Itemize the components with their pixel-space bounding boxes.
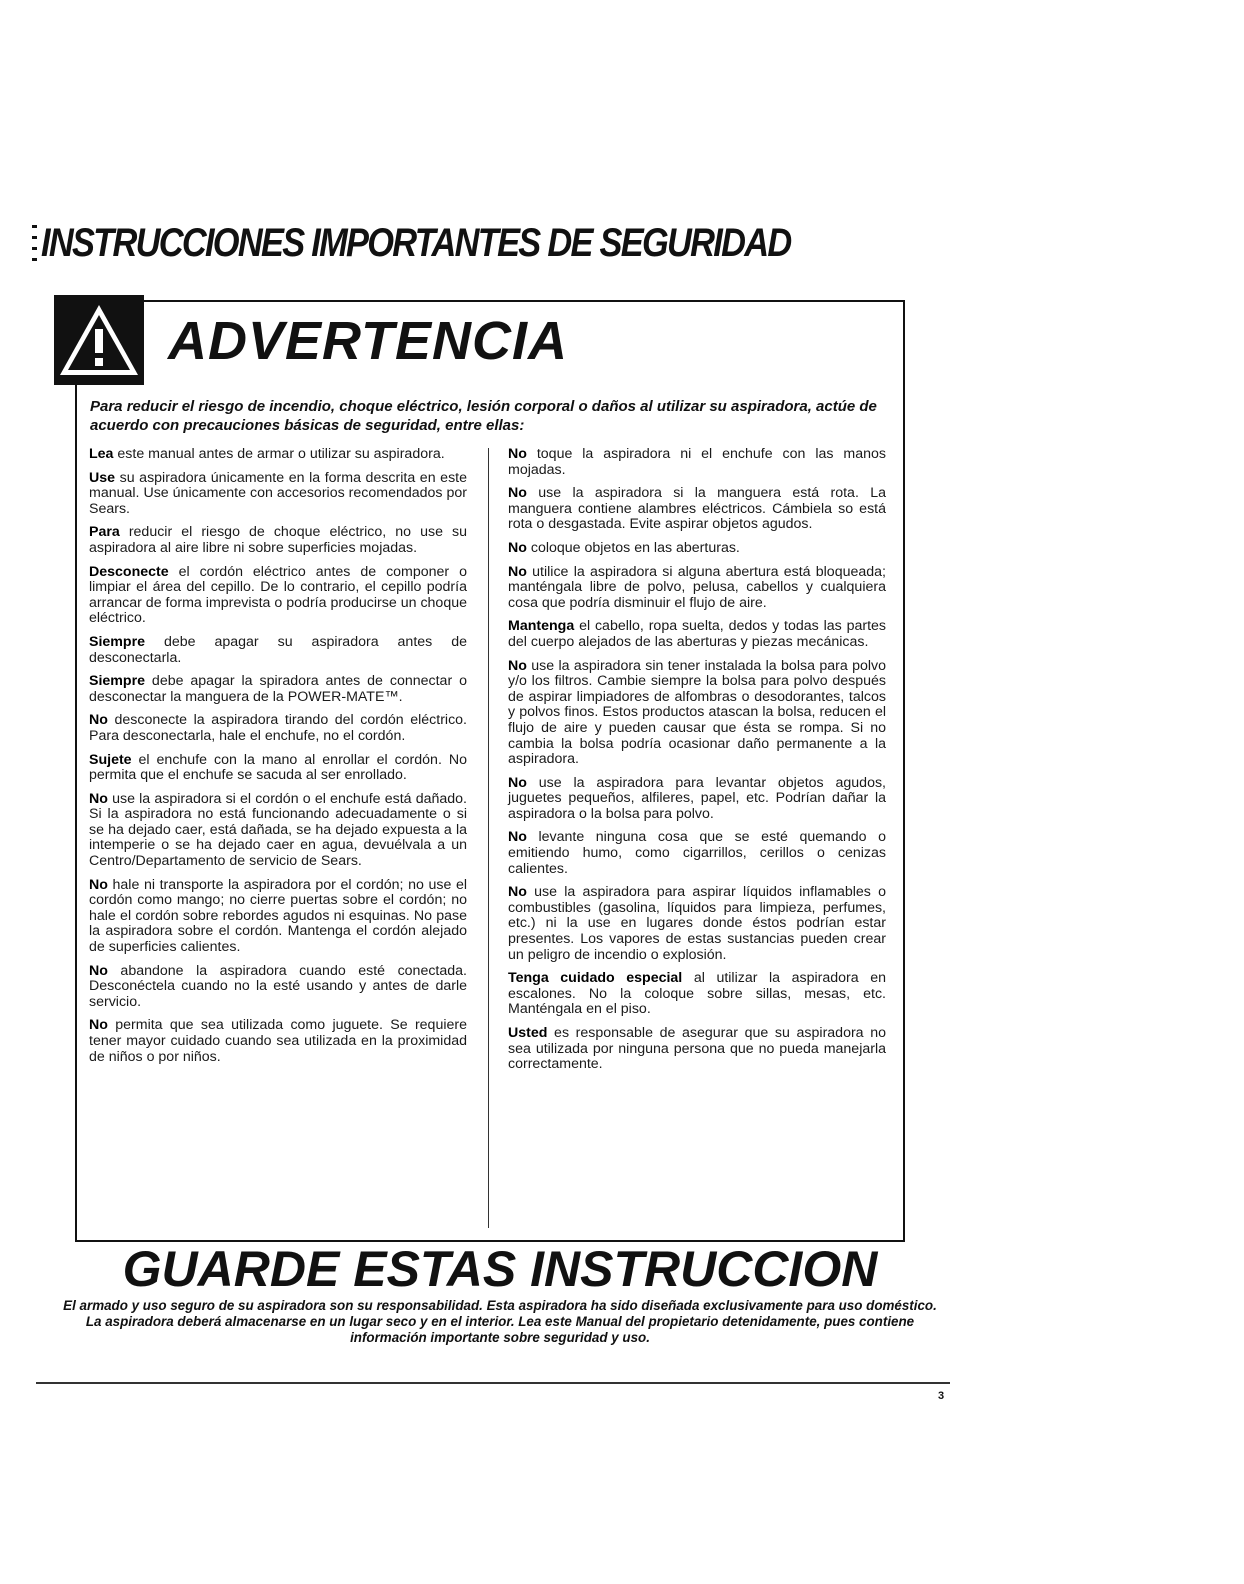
instruction-lead: Tenga cuidado especial <box>508 970 683 987</box>
instruction-lead: No <box>89 876 108 893</box>
footer-rule <box>36 1382 950 1384</box>
instruction-text: levante ninguna cosa que se esté quemando o emitiendo humo, como cigarrillos, cerillos o cenizas calientes. <box>508 829 886 877</box>
instruction-text: el cabello, ropa suelta, dedos y todas las partes del cuerpo alejados de las aberturas y piezas mecánicas. <box>508 618 886 650</box>
safety-instruction <box>89 525 467 556</box>
instruction-text: use la aspiradora si el cordón o el enchufe está dañado. Si la aspiradora no está funcionando adecuadamente o si se ha dejado caer, está dañada, se ha dejado expuesta a la intemperie o se ha dejado caer en agua, devuélvala a un Centro/Departamento de servicio de Sears. <box>89 790 467 870</box>
instruction-lead: Para <box>89 524 120 541</box>
instruction-text: su aspiradora únicamente en la forma descrita en este manual. Use únicamente con accesorios recomendados por Sears. <box>89 469 467 517</box>
safety-instruction <box>508 619 886 650</box>
instruction-text: desconecte la aspiradora tirando del cordón eléctrico. Para desconectarla, hale el enchufe, no el cordón. <box>89 712 467 744</box>
instruction-text: permita que sea utilizada como juguete. Se requiere tener mayor cuidado cuando sea utilizada en la proximidad de niños o por niños. <box>89 1017 467 1065</box>
instruction-text: use la aspiradora para aspirar líquidos inflamables o combustibles (gasolina, líquidos para limpieza, perfumes, etc.) ni la use en lugares donde éstos podrían estar presentes. Los vapores de estas sustancias pueden crear un peligro de incendio o explosión. <box>508 884 886 963</box>
instruction-lead: No <box>508 539 527 556</box>
instruction-text: el cordón eléctrico antes de componer o limpiar el área del cepillo. De lo contrario, el cepillo podría arrancar de forma imprevista o podría producirse un choque eléctrico. <box>89 563 467 627</box>
safety-instruction <box>508 447 886 478</box>
instruction-text: el enchufe con la mano al enrollar el cordón. No permita que el enchufe se sacuda al ser enrollado. <box>89 751 467 784</box>
instruction-lead: Sujete <box>89 751 132 768</box>
title-rule-lines <box>32 225 37 261</box>
safety-instruction <box>89 1018 467 1065</box>
instruction-lead: No <box>89 712 108 729</box>
instruction-text: al utilizar la aspiradora en escalones. No la coloque sobre sillas, mesas, etc. Manténgala en el piso. <box>508 970 887 1018</box>
instruction-lead: Usted <box>508 1025 548 1041</box>
page-title <box>32 218 912 268</box>
instruction-lead: No <box>89 790 108 807</box>
safety-instruction <box>89 878 467 956</box>
instruction-lead: No <box>89 1017 108 1034</box>
safety-instruction <box>508 659 886 768</box>
right-column <box>508 447 886 1081</box>
instruction-text: este manual antes de armar o utilizar su aspiradora. <box>113 446 445 462</box>
safety-instruction <box>508 486 886 533</box>
instruction-text: debe apagar su aspiradora antes de desconectarla. <box>89 633 467 666</box>
column-divider <box>488 448 489 1228</box>
safety-instruction <box>508 971 886 1018</box>
instruction-lead: No <box>508 774 527 791</box>
instruction-lead: Desconecte <box>89 563 169 580</box>
warning-triangle-icon <box>54 295 144 385</box>
instruction-text: toque la aspiradora ni el enchufe con las manos mojadas. <box>508 446 886 478</box>
instruction-lead: Lea <box>89 446 114 462</box>
instruction-text: es responsable de asegurar que su aspiradora no sea utilizada por ninguna persona que no pueda manejarla correctamente. <box>508 1025 886 1073</box>
safety-instruction <box>89 565 467 627</box>
safety-instruction <box>89 792 467 870</box>
left-column <box>89 447 467 1073</box>
safety-instruction <box>89 753 467 784</box>
instruction-text: use la aspiradora si la manguera está rota. La manguera contiene alambres eléctricos. Cámbiela so está rota o desgastada. Evite aspirar objetos agudos. <box>508 485 886 533</box>
safety-instruction <box>89 471 467 518</box>
instruction-lead: No <box>508 884 527 901</box>
instruction-lead: Mantenga <box>508 618 575 635</box>
safety-instruction <box>89 964 467 1011</box>
instruction-lead: Siempre <box>89 673 145 690</box>
page-title-text: INSTRUCCIONES IMPORTANTES DE SEGURIDAD <box>40 220 790 265</box>
instruction-text: use la aspiradora para levantar objetos agudos, juguetes pequeños, alfileres, papel, etc. Podrían dañar la aspiradora o la bolsa para polvo. <box>508 774 886 822</box>
instruction-text: debe apagar la spiradora antes de connectar o desconectar la manguera de la POWER-MATE™. <box>89 673 467 705</box>
instruction-text: coloque objetos en las aberturas. <box>526 539 740 556</box>
footer-note: El armado y uso seguro de su aspiradora son su responsabilidad. Esta aspiradora ha sido diseñada exclusivamente para uso doméstico. La aspiradora deberá almacenarse en un lugar seco y en el interior. Lea este Manual del propietario detenidamente, pues contiene información importante sobre seguridad y uso. <box>63 1298 937 1345</box>
safety-instruction <box>508 776 886 823</box>
instruction-lead: No <box>508 563 527 580</box>
safety-instruction <box>89 447 467 463</box>
instruction-text: abandone la aspiradora cuando esté conectada. Desconéctela cuando no la esté usando y antes de darle servicio. <box>89 962 467 1010</box>
safety-instruction <box>89 713 467 744</box>
safety-instruction <box>89 635 467 666</box>
safety-instruction <box>89 674 467 705</box>
instruction-text: use la aspiradora sin tener instalada la bolsa para polvo y/o los filtros. Cambie siempre la bolsa para polvo después de aspirar limpiadores de alfombras o desodorantes, talcos y polvos finos. Estos productos atascan la bolsa, reducen el flujo de aire y pueden causar que ésta se rompa. Si no cambia la bolsa podría ocasionar daño permanente a la aspiradora. <box>508 657 886 768</box>
instruction-text: hale ni transporte la aspiradora por el cordón; no use el cordón como mango; no cierre puertas sobre el cordón; no hale el cordón sobre rebordes agudos ni esquinas. No pase la aspiradora sobre el cordón. Mantenga el cordón alejado de superficies calientes. <box>89 876 467 956</box>
warning-intro: Para reducir el riesgo de incendio, choque eléctrico, lesión corporal o daños al utilizar su aspiradora, actúe de acuerdo con precauciones básicas de seguridad, entre ellas: <box>90 398 877 434</box>
safety-instruction <box>508 830 886 877</box>
save-instructions-heading: GUARDE ESTAS INSTRUCCION <box>122 1241 878 1297</box>
instruction-text: reducir el riesgo de choque eléctrico, no use su aspiradora al aire libre ni sobre superficies mojadas. <box>89 524 467 556</box>
instruction-lead: No <box>508 485 527 502</box>
safety-instruction <box>508 565 886 612</box>
page-number: 3 <box>938 1390 945 1402</box>
instruction-lead: Use <box>89 469 116 486</box>
safety-instruction <box>508 1026 886 1073</box>
instruction-lead: No <box>508 829 527 846</box>
warning-heading: ADVERTENCIA <box>168 311 569 371</box>
instruction-text: utilice la aspiradora si alguna abertura está bloqueada; manténgala libre de polvo, pelusa, cabellos y cualquiera cosa que podría disminuir el flujo de aire. <box>508 563 886 611</box>
safety-instruction <box>508 541 886 557</box>
instruction-lead: Siempre <box>89 633 145 650</box>
instruction-lead: No <box>89 962 108 979</box>
instruction-lead: No <box>508 446 527 462</box>
safety-instruction <box>508 885 886 963</box>
instruction-lead: No <box>508 657 527 674</box>
